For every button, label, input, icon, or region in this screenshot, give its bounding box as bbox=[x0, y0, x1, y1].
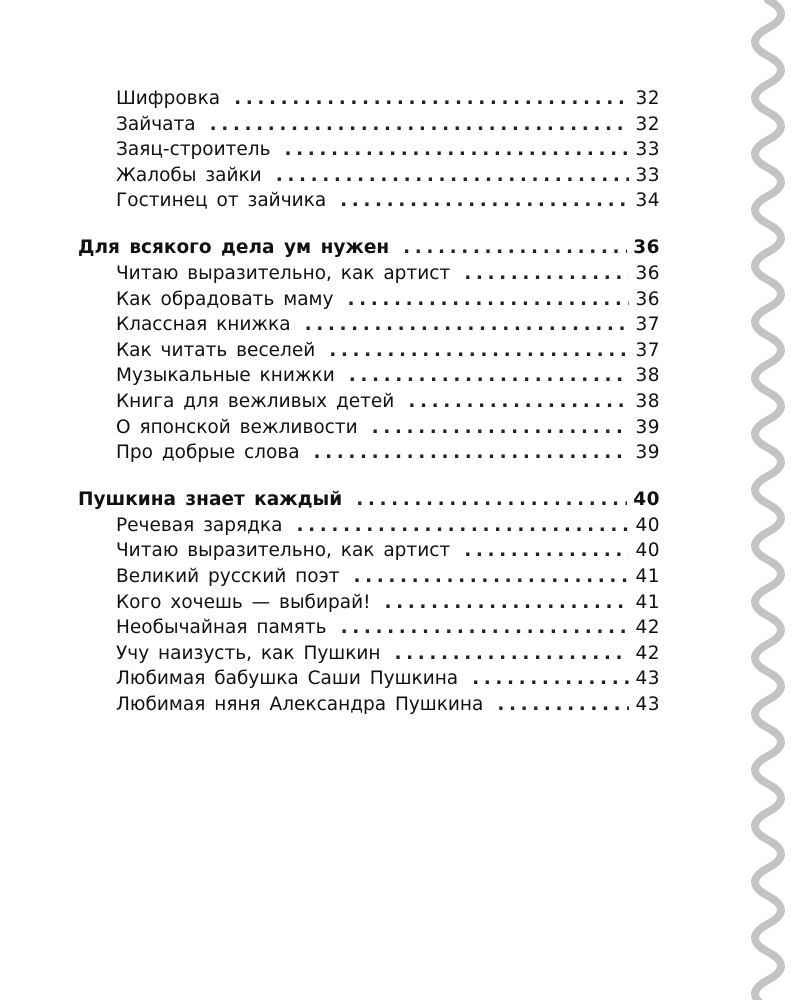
toc-leader-dots bbox=[349, 365, 630, 386]
toc-entry-page: 34 bbox=[635, 190, 660, 212]
toc-entry-page: 43 bbox=[635, 693, 660, 715]
toc-entry[interactable] bbox=[78, 190, 660, 216]
toc-leader-dots bbox=[329, 340, 629, 361]
toc-leader-dots bbox=[497, 694, 629, 715]
toc-entry-page: 33 bbox=[635, 164, 660, 186]
toc-leader-dots bbox=[385, 592, 630, 613]
toc-leader-dots bbox=[347, 289, 629, 310]
toc-leader-dots bbox=[464, 540, 629, 561]
toc-entry[interactable] bbox=[78, 417, 660, 443]
toc-entry-page: 42 bbox=[635, 642, 660, 664]
toc-entry-page: 40 bbox=[635, 540, 660, 562]
toc-leader-dots bbox=[314, 442, 630, 463]
toc-entry-title: Кого хочешь — выбирай! bbox=[116, 591, 371, 613]
toc-entry[interactable] bbox=[78, 165, 660, 191]
toc-entry[interactable] bbox=[78, 314, 660, 340]
toc-entry-page: 39 bbox=[635, 442, 660, 464]
section-spacer bbox=[78, 468, 660, 489]
toc-leader-dots bbox=[372, 417, 630, 438]
toc-entry[interactable] bbox=[78, 515, 660, 541]
toc-entry-title: Любимая бабушка Саши Пушкина bbox=[116, 668, 459, 690]
toc-section-heading[interactable] bbox=[78, 489, 660, 515]
toc-leader-dots bbox=[356, 489, 627, 510]
toc-leader-dots bbox=[472, 668, 629, 689]
toc-entry-title: Необычайная память bbox=[116, 617, 327, 639]
toc-entry-title: Книга для вежливых детей bbox=[116, 390, 395, 412]
toc-entry-page: 42 bbox=[635, 617, 660, 639]
toc-entry[interactable] bbox=[78, 391, 660, 417]
toc-leader-dots bbox=[341, 617, 630, 638]
toc-entry[interactable] bbox=[78, 643, 660, 669]
section-spacer bbox=[78, 216, 660, 237]
toc-entry-page: 32 bbox=[635, 113, 660, 135]
table-of-contents bbox=[78, 88, 660, 719]
toc-entry-page: 37 bbox=[635, 339, 660, 361]
toc-leader-dots bbox=[210, 114, 630, 135]
toc-entry[interactable] bbox=[78, 668, 660, 694]
toc-entry-page: 36 bbox=[635, 262, 660, 284]
toc-leader-dots bbox=[340, 190, 629, 211]
toc-leader-dots bbox=[285, 139, 630, 160]
toc-entry[interactable] bbox=[78, 617, 660, 643]
toc-entry[interactable] bbox=[78, 566, 660, 592]
toc-entry-title: Музыкальные книжки bbox=[116, 365, 335, 387]
toc-entry-title: Речевая зарядка bbox=[116, 514, 283, 536]
toc-entry-title: Великий русский поэт bbox=[116, 565, 340, 587]
toc-leader-dots bbox=[395, 643, 630, 664]
toc-leader-dots bbox=[276, 165, 630, 186]
toc-entry-page: 38 bbox=[635, 390, 660, 412]
toc-section-page: 36 bbox=[633, 236, 660, 258]
toc-entry-page: 41 bbox=[635, 565, 660, 587]
toc-entry-page: 41 bbox=[635, 591, 660, 613]
toc-entry-page: 37 bbox=[635, 314, 660, 336]
toc-leader-dots bbox=[464, 263, 629, 284]
toc-entry-title: Заяц-строитель bbox=[116, 139, 271, 161]
toc-entry-page: 38 bbox=[635, 365, 660, 387]
toc-entry-title: Классная книжка bbox=[116, 314, 291, 336]
toc-entry-page: 40 bbox=[635, 514, 660, 536]
toc-entry-page: 33 bbox=[635, 139, 660, 161]
toc-entry-title: Любимая няня Александра Пушкина bbox=[116, 693, 484, 715]
toc-entry[interactable] bbox=[78, 340, 660, 366]
toc-entry[interactable] bbox=[78, 592, 660, 618]
toc-entry-title: Про добрые слова bbox=[116, 442, 300, 464]
toc-entry[interactable] bbox=[78, 540, 660, 566]
toc-entry-title: Читаю выразительно, как артист bbox=[116, 540, 451, 562]
toc-entry[interactable] bbox=[78, 114, 660, 140]
toc-entry-title: Читаю выразительно, как артист bbox=[116, 262, 451, 284]
toc-entry-page: 43 bbox=[635, 668, 660, 690]
toc-entry-page: 36 bbox=[635, 288, 660, 310]
toc-entry-title: О японской вежливости bbox=[116, 416, 358, 438]
wavy-border-decoration bbox=[690, 0, 800, 1000]
toc-entry-page: 39 bbox=[635, 416, 660, 438]
toc-entry[interactable] bbox=[78, 263, 660, 289]
toc-entry[interactable] bbox=[78, 442, 660, 468]
toc-entry-title: Как обрадовать маму bbox=[116, 288, 334, 310]
toc-leader-dots bbox=[296, 515, 629, 536]
toc-leader-dots bbox=[234, 88, 629, 109]
toc-entry-title: Гостинец от зайчика bbox=[116, 190, 327, 212]
toc-entry[interactable] bbox=[78, 139, 660, 165]
toc-leader-dots bbox=[408, 391, 629, 412]
toc-leader-dots bbox=[354, 566, 630, 587]
toc-leader-dots bbox=[305, 314, 630, 335]
toc-entry-title: Жалобы зайки bbox=[116, 164, 262, 186]
wave-line-icon bbox=[755, 0, 781, 1000]
toc-entry-title: Учу наизусть, как Пушкин bbox=[116, 642, 381, 664]
toc-entry-title: Как читать веселей bbox=[116, 339, 316, 361]
toc-entry[interactable] bbox=[78, 289, 660, 315]
toc-entry-page: 32 bbox=[635, 88, 660, 109]
toc-section-page: 40 bbox=[633, 488, 660, 510]
toc-section-title: Для всякого дела ум нужен bbox=[78, 236, 390, 258]
toc-entry-title: Зайчата bbox=[116, 113, 196, 135]
toc-entry[interactable] bbox=[78, 88, 660, 114]
toc-leader-dots bbox=[403, 237, 627, 258]
toc-entry-title: Шифровка bbox=[116, 88, 221, 109]
toc-section-heading[interactable] bbox=[78, 237, 660, 263]
toc-entry[interactable] bbox=[78, 694, 660, 720]
toc-section-title: Пушкина знает каждый bbox=[78, 488, 343, 510]
toc-entry[interactable] bbox=[78, 365, 660, 391]
